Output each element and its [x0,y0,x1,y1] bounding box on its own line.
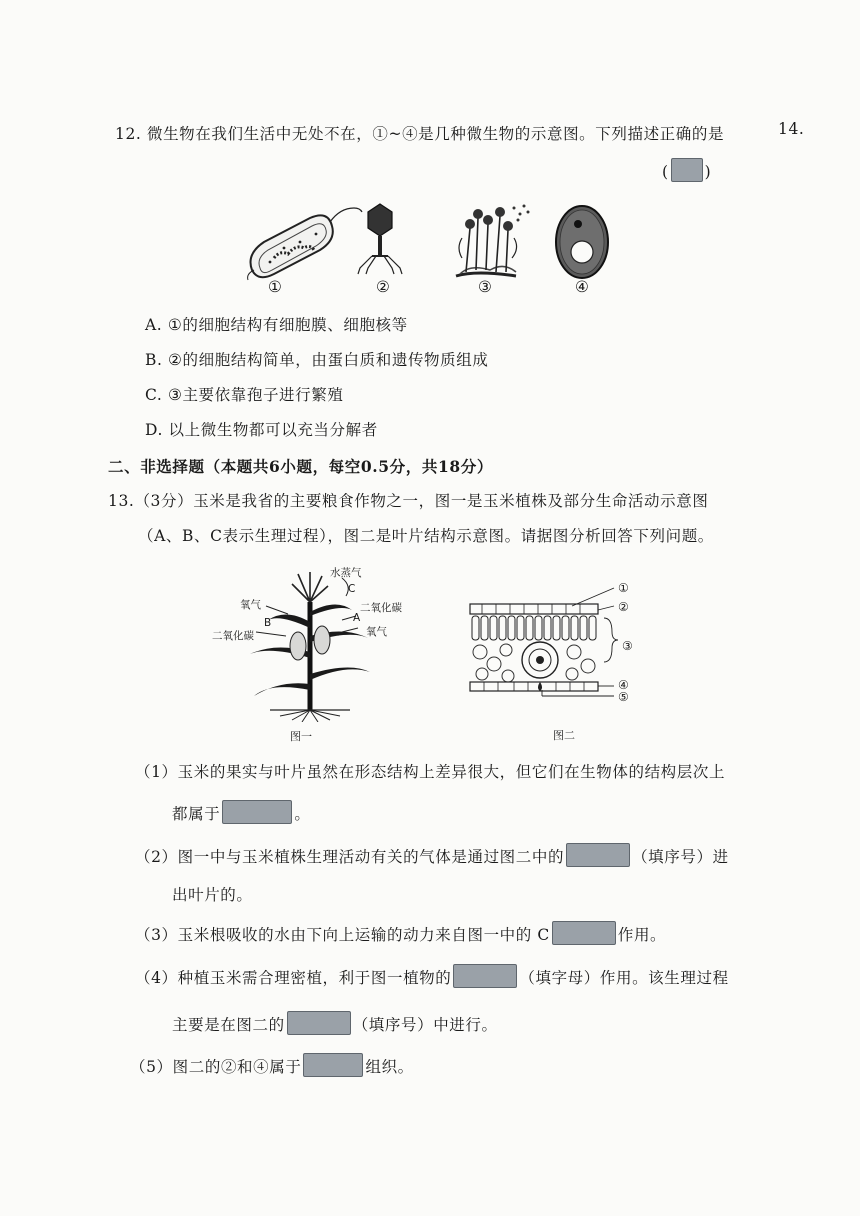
q12-option-c[interactable]: C. ③主要依靠孢子进行繁殖 [145,386,344,404]
leaf-label-4: ④ [618,678,629,692]
label-oxygen-right: 氧气 [366,626,387,638]
label-co2-right: 二氧化碳 [360,602,402,614]
q12-microbe-figures [240,198,620,298]
q13-sub1-blank[interactable] [222,800,292,824]
q13-sub4-line2: 主要是在图二的 （填序号）中进行。 [172,1011,498,1035]
label-process-a: A [353,612,361,624]
q12-answer-blank[interactable] [671,158,703,182]
mold-figure [456,205,530,277]
q12-stem: 12. 微生物在我们生活中无处不在，①~④是几种微生物的示意图。下列描述正确的是 [115,125,725,143]
leaf-cross-section-figure [462,578,632,700]
side-question-number: 14. [778,120,805,138]
q13-sub3-blank[interactable] [552,921,616,945]
q13-sub4-blank-1[interactable] [453,964,517,988]
q13-sub1-line2: 都属于 。 [172,800,310,824]
q13-sub2-line2: 出叶片的。 [172,886,253,904]
q12-option-a[interactable]: A. ①的细胞结构有细胞膜、细胞核等 [145,316,408,334]
q13-sub4-line1: （4）种植玉米需合理密植，利于图一植物的 （填字母）作用。该生理过程 [135,964,729,988]
leaf-label-2: ② [618,600,629,614]
q13-sub3: （3）玉米根吸收的水由下向上运输的动力来自图一中的 C 作用。 [135,921,666,945]
figure2-caption: 图二 [553,729,575,742]
bacterium-figure [248,208,362,280]
q13-sub5-blank[interactable] [303,1053,363,1077]
q12-option-b[interactable]: B. ②的细胞结构简单，由蛋白质和遗传物质组成 [145,351,489,369]
q13-sub2-line1: （2）图一中与玉米植株生理活动有关的气体是通过图二中的 （填序号）进 [135,843,729,867]
q13-sub4-blank-2[interactable] [287,1011,351,1035]
q13-sub1-line1: （1）玉米的果实与叶片虽然在形态结构上差异很大，但它们在生物体的结构层次上 [135,763,726,781]
q13-sub2-blank[interactable] [566,843,630,867]
q12-answer-bracket: ( ) [662,158,711,182]
bacteriophage-figure [358,204,402,274]
label-process-b: B [264,617,272,629]
label-co2-left: 二氧化碳 [212,630,254,642]
q13-sub5: （5）图二的②和④属于 组织。 [130,1053,414,1077]
q12-option-d[interactable]: D. 以上微生物都可以充当分解者 [145,421,378,439]
yeast-figure [556,206,608,278]
figure-label-1: ① [268,278,283,296]
leaf-label-3: ③ [622,639,633,653]
figure-label-3: ③ [478,278,493,296]
label-process-c: C [348,583,356,595]
label-water-vapor: 水蒸气 [330,567,362,579]
figure1-caption: 图一 [290,730,312,743]
q13-stem-line1: 13.（3分）玉米是我省的主要粮食作物之一，图一是玉米植株及部分生命活动示意图 [108,492,709,510]
figure-label-4: ④ [575,278,590,296]
figure-label-2: ② [376,278,391,296]
section-heading: 二、非选择题（本题共6小题，每空0.5分，共18分） [108,457,493,476]
label-oxygen-left: 氧气 [240,599,261,611]
leaf-label-5: ⑤ [618,690,629,704]
q13-stem-line2: （A、B、C表示生理过程），图二是叶片结构示意图。请据图分析回答下列问题。 [138,527,714,545]
leaf-label-1: ① [618,581,629,595]
